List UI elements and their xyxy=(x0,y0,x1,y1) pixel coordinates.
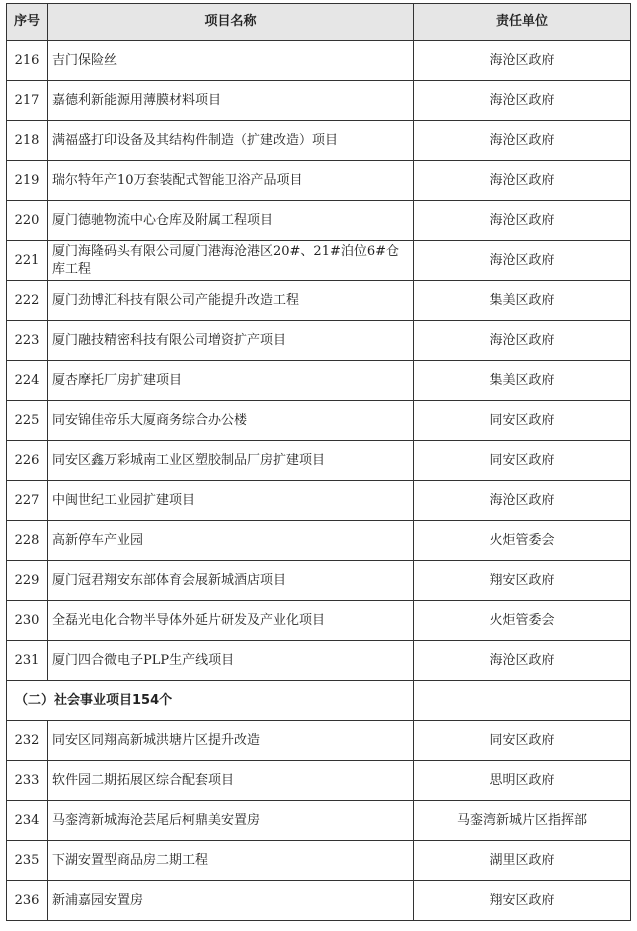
responsible-unit-cell: 海沧区政府 xyxy=(414,41,631,81)
project-name-cell: 吉门保险丝 xyxy=(48,41,414,81)
serial-cell: 223 xyxy=(7,321,48,361)
header-project-name: 项目名称 xyxy=(48,4,414,41)
project-name-cell: 瑞尔特年产10万套装配式智能卫浴产品项目 xyxy=(48,161,414,201)
responsible-unit-cell: 思明区政府 xyxy=(414,761,631,801)
project-name-cell: 满福盛打印设备及其结构件制造（扩建改造）项目 xyxy=(48,121,414,161)
table-row xyxy=(7,161,631,201)
section-title: （二）社会事业项目154个 xyxy=(7,681,414,721)
responsible-unit-cell: 火炬管委会 xyxy=(414,521,631,561)
table-row xyxy=(7,121,631,161)
serial-cell: 228 xyxy=(7,521,48,561)
project-name-cell: 厦杏摩托厂房扩建项目 xyxy=(48,361,414,401)
section-header-row xyxy=(7,681,631,721)
project-name-cell: 下湖安置型商品房二期工程 xyxy=(48,841,414,881)
responsible-unit-cell: 同安区政府 xyxy=(414,401,631,441)
table-row xyxy=(7,801,631,841)
serial-cell: 236 xyxy=(7,881,48,921)
table-row xyxy=(7,721,631,761)
project-name-cell: 同安区同翔高新城洪塘片区提升改造 xyxy=(48,721,414,761)
header-serial: 序号 xyxy=(7,4,48,41)
table-row xyxy=(7,521,631,561)
project-name-cell: 厦门劲博汇科技有限公司产能提升改造工程 xyxy=(48,281,414,321)
table-row xyxy=(7,561,631,601)
responsible-unit-cell: 湖里区政府 xyxy=(414,841,631,881)
responsible-unit-cell: 海沧区政府 xyxy=(414,481,631,521)
serial-cell: 230 xyxy=(7,601,48,641)
project-name-cell: 高新停车产业园 xyxy=(48,521,414,561)
table-row xyxy=(7,321,631,361)
table-row xyxy=(7,41,631,81)
project-table xyxy=(6,3,631,921)
responsible-unit-cell: 马銮湾新城片区指挥部 xyxy=(414,801,631,841)
serial-cell: 227 xyxy=(7,481,48,521)
responsible-unit-cell: 翔安区政府 xyxy=(414,561,631,601)
table-body xyxy=(7,41,631,921)
table-row xyxy=(7,601,631,641)
serial-cell: 234 xyxy=(7,801,48,841)
table-row xyxy=(7,441,631,481)
responsible-unit-cell: 海沧区政府 xyxy=(414,81,631,121)
table-row xyxy=(7,841,631,881)
project-name-cell: 新浦嘉园安置房 xyxy=(48,881,414,921)
section-blank-cell xyxy=(414,681,631,721)
serial-cell: 216 xyxy=(7,41,48,81)
serial-cell: 231 xyxy=(7,641,48,681)
project-name-cell: 厦门海隆码头有限公司厦门港海沧港区20#、21#泊位6#仓库工程 xyxy=(48,241,414,281)
table-row xyxy=(7,201,631,241)
project-name-cell: 厦门融技精密科技有限公司增资扩产项目 xyxy=(48,321,414,361)
serial-cell: 229 xyxy=(7,561,48,601)
project-name-cell: 全磊光电化合物半导体外延片研发及产业化项目 xyxy=(48,601,414,641)
project-name-cell: 厦门四合微电子PLP生产线项目 xyxy=(48,641,414,681)
responsible-unit-cell: 火炬管委会 xyxy=(414,601,631,641)
responsible-unit-cell: 集美区政府 xyxy=(414,361,631,401)
table-row xyxy=(7,81,631,121)
serial-cell: 222 xyxy=(7,281,48,321)
serial-cell: 232 xyxy=(7,721,48,761)
serial-cell: 219 xyxy=(7,161,48,201)
serial-cell: 225 xyxy=(7,401,48,441)
responsible-unit-cell: 海沧区政府 xyxy=(414,321,631,361)
serial-cell: 233 xyxy=(7,761,48,801)
table-row xyxy=(7,641,631,681)
responsible-unit-cell: 海沧区政府 xyxy=(414,121,631,161)
project-name-cell: 同安锦佳帝乐大厦商务综合办公楼 xyxy=(48,401,414,441)
table-row xyxy=(7,881,631,921)
serial-cell: 235 xyxy=(7,841,48,881)
responsible-unit-cell: 翔安区政府 xyxy=(414,881,631,921)
table-row xyxy=(7,281,631,321)
serial-cell: 220 xyxy=(7,201,48,241)
serial-cell: 218 xyxy=(7,121,48,161)
table-row xyxy=(7,401,631,441)
project-name-cell: 马銮湾新城海沧芸尾后柯鼎美安置房 xyxy=(48,801,414,841)
responsible-unit-cell: 同安区政府 xyxy=(414,721,631,761)
serial-cell: 226 xyxy=(7,441,48,481)
project-table-container xyxy=(6,3,631,921)
header-responsible-unit: 责任单位 xyxy=(414,4,631,41)
table-row xyxy=(7,241,631,281)
responsible-unit-cell: 海沧区政府 xyxy=(414,161,631,201)
serial-cell: 224 xyxy=(7,361,48,401)
table-row xyxy=(7,361,631,401)
serial-cell: 217 xyxy=(7,81,48,121)
responsible-unit-cell: 海沧区政府 xyxy=(414,641,631,681)
responsible-unit-cell: 集美区政府 xyxy=(414,281,631,321)
table-row xyxy=(7,481,631,521)
serial-cell: 221 xyxy=(7,241,48,281)
project-name-cell: 厦门德驰物流中心仓库及附属工程项目 xyxy=(48,201,414,241)
project-name-cell: 同安区鑫万彩城南工业区塑胶制品厂房扩建项目 xyxy=(48,441,414,481)
project-name-cell: 中闽世纪工业园扩建项目 xyxy=(48,481,414,521)
project-name-cell: 厦门冠君翔安东部体育会展新城酒店项目 xyxy=(48,561,414,601)
responsible-unit-cell: 海沧区政府 xyxy=(414,201,631,241)
responsible-unit-cell: 同安区政府 xyxy=(414,441,631,481)
responsible-unit-cell: 海沧区政府 xyxy=(414,241,631,281)
table-header-row xyxy=(7,4,631,41)
project-name-cell: 软件园二期拓展区综合配套项目 xyxy=(48,761,414,801)
table-row xyxy=(7,761,631,801)
project-name-cell: 嘉德利新能源用薄膜材料项目 xyxy=(48,81,414,121)
